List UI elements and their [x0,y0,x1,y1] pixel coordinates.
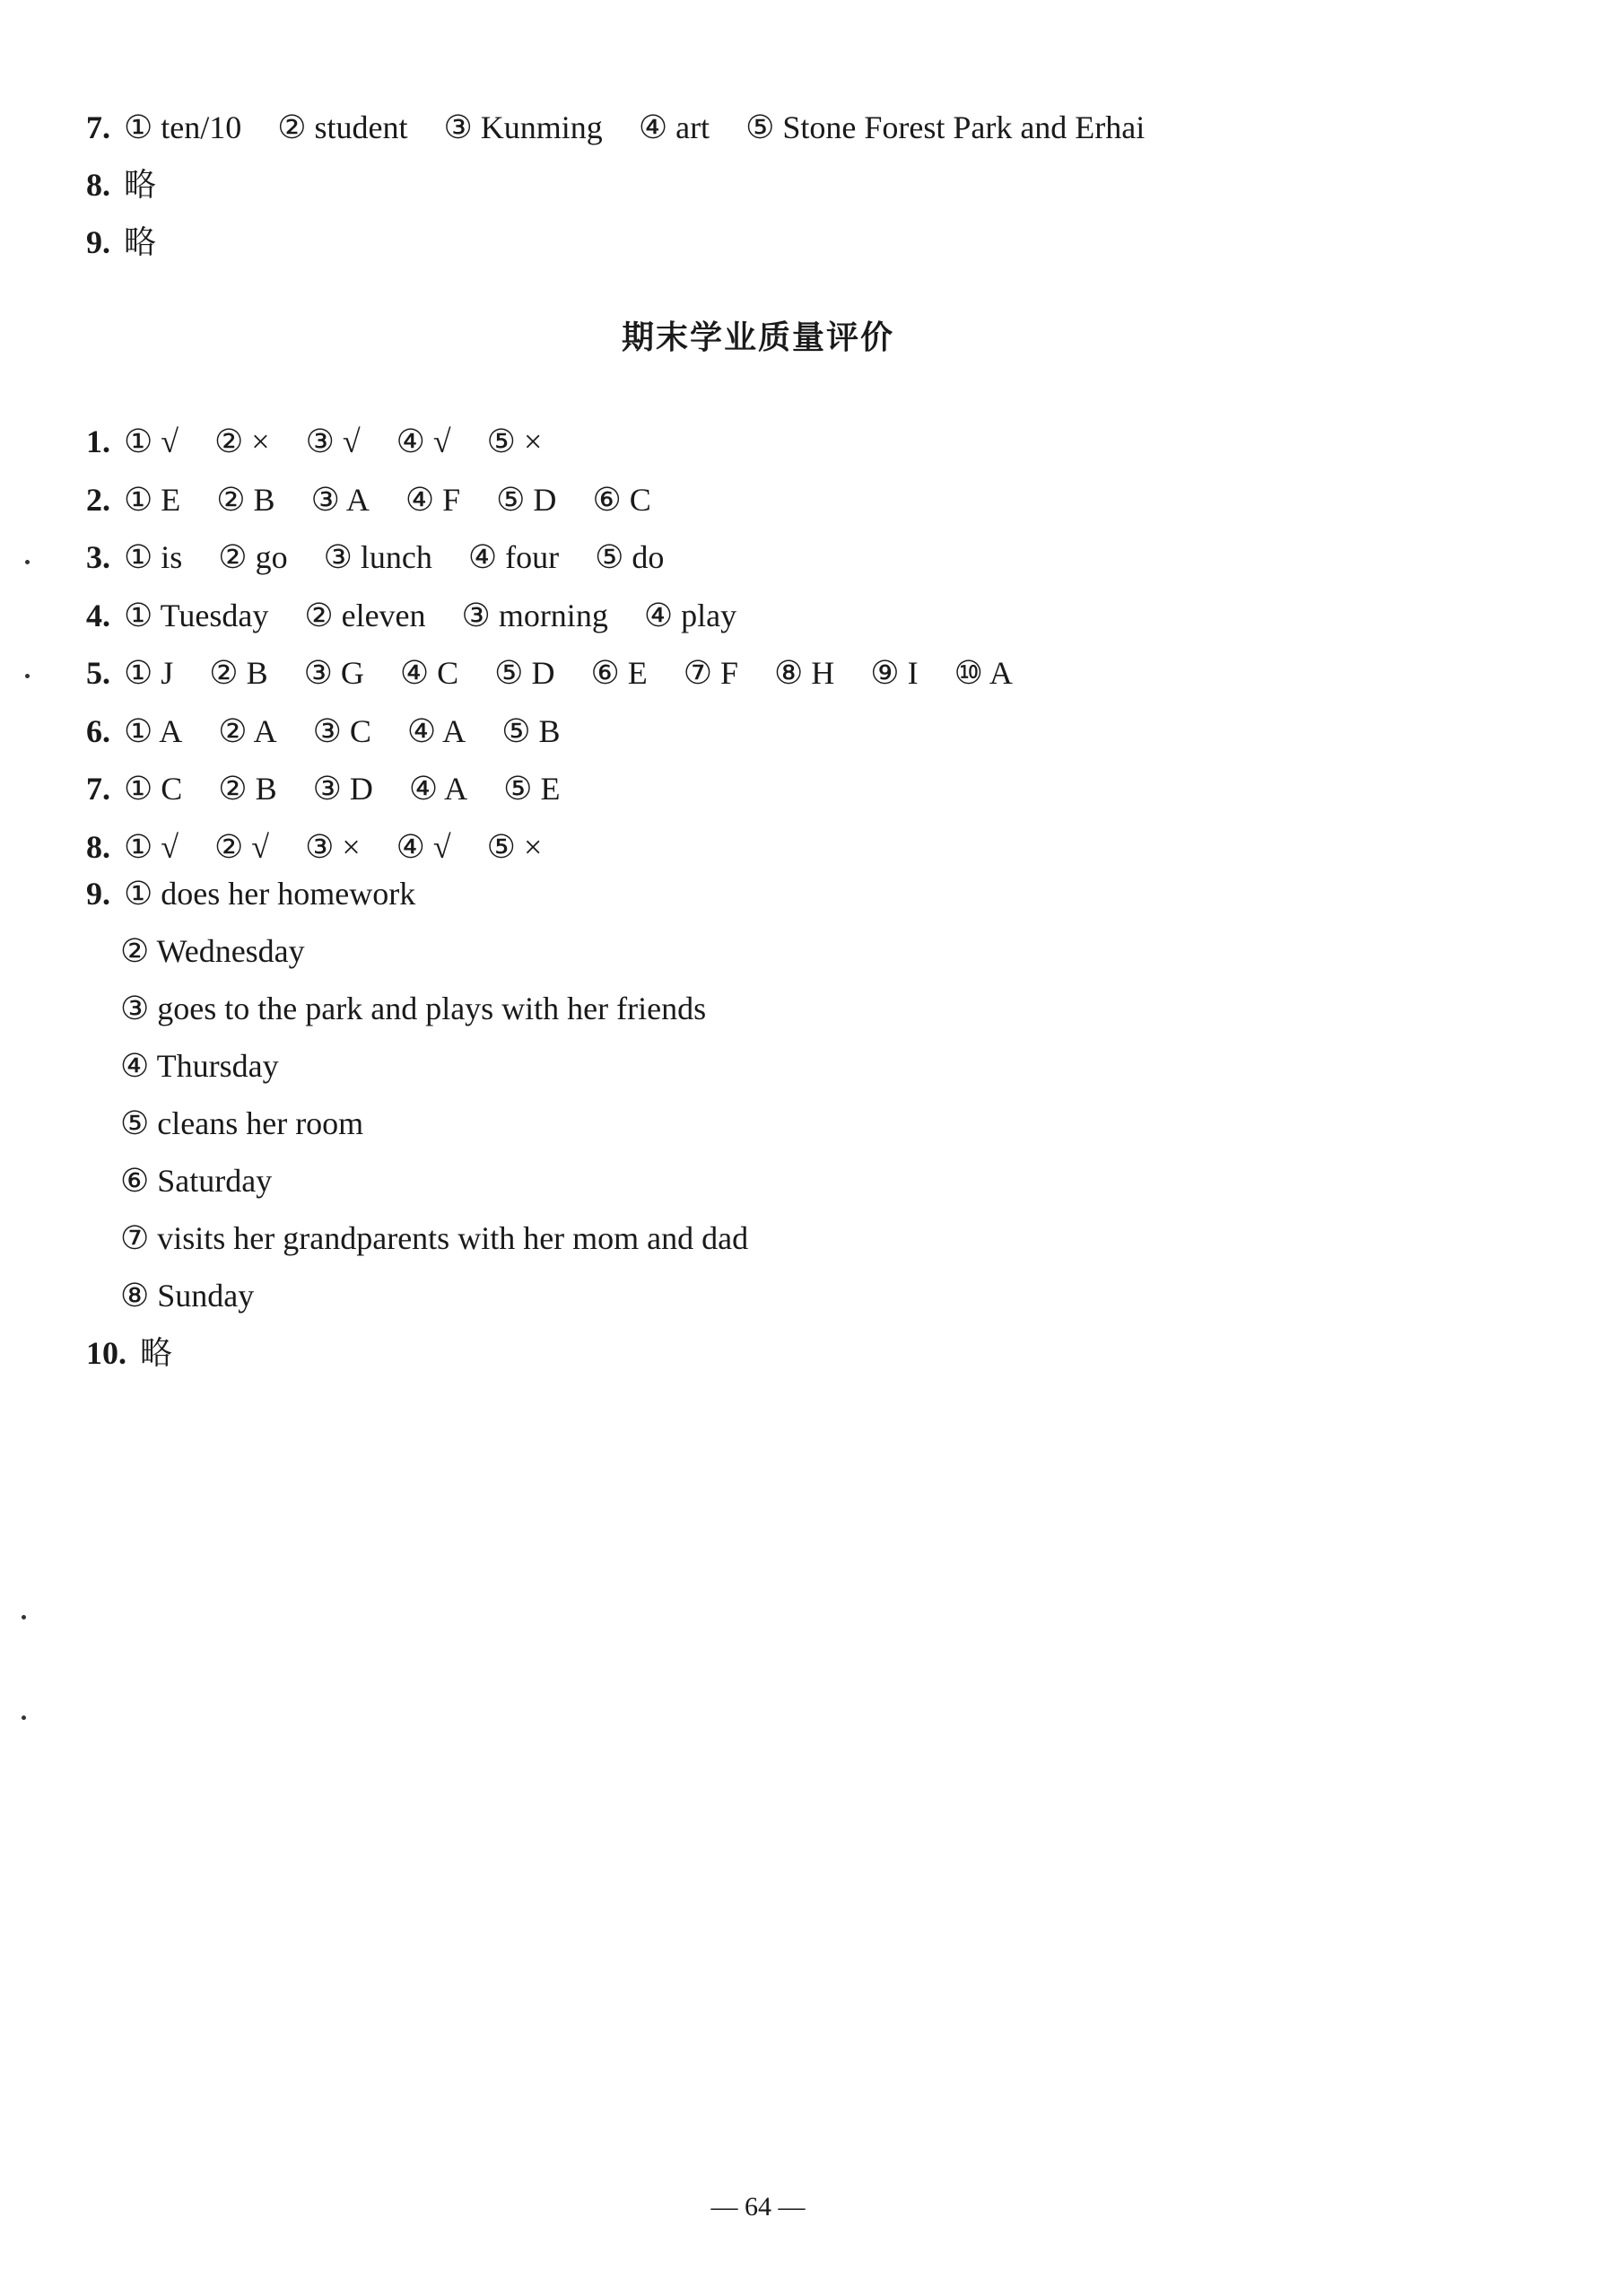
answer-text: 略 [124,167,157,203]
answer-item: ① ten/10 [124,109,242,145]
question-number: 8. [86,829,110,865]
answer-item: ④ art [638,109,710,145]
top-q8-row [86,165,156,205]
answer-item: ④ play [643,598,737,633]
answer-item: ③ morning [461,598,608,633]
answer-item: ⑤ Stone Forest Park and Erhai [745,109,1146,145]
answer-text: 略 [124,224,157,260]
question-row [86,827,542,867]
scan-mark [25,560,30,564]
question-number: 8. [86,167,110,203]
answer-item: ⑤ × [486,829,543,865]
answer-item: ① is [124,539,183,575]
answer-item: ③ √ [305,423,361,459]
answer-text: 略 [140,1335,173,1371]
answer-item: ② go [218,539,288,575]
top-q9-row [86,223,156,262]
answer-item: ⑤ E [503,771,561,807]
scan-mark [25,674,30,678]
answer-item: ① √ [124,423,179,459]
question-row [86,537,664,577]
answer-item: ④ √ [396,423,451,459]
answer-item: ② A [218,713,277,749]
answer-item: ⑤ D [496,482,557,518]
answer-item: ⑥ C [592,482,651,518]
question-row [86,422,542,461]
answer-item: ② eleven [304,598,426,633]
answer-item: ④ C [399,655,459,691]
scan-mark [22,1715,26,1720]
question-number: 10. [86,1335,126,1371]
q9-sub-item: ④ Thursday [120,1048,279,1084]
answer-item: ③ A [310,482,370,518]
answer-item: ③ × [305,829,361,865]
question-row [86,596,736,635]
scan-mark [22,1615,26,1619]
top-q7-row [86,108,1145,147]
question-row [86,480,651,519]
answer-item: ④ four [467,539,560,575]
answer-item: ④ F [405,482,461,518]
question-number: 7. [86,771,110,807]
answer-item: ⑧ H [774,655,835,691]
question-row [86,711,560,751]
answer-item: ② √ [214,829,270,865]
answer-item: ① E [124,482,181,518]
question-number: 4. [86,598,110,633]
question-number: 9. [86,876,110,912]
answer-item: ③ C [312,713,371,749]
answer-item: ② B [218,771,277,807]
answer-item: ① A [124,713,183,749]
answer-item: ⑤ B [501,713,561,749]
section-title: 期末学业质量评价 [621,319,894,356]
answer-item: ① √ [124,829,179,865]
question-number: 1. [86,423,110,459]
question-number: 5. [86,655,110,691]
answer-item: ⑥ E [590,655,648,691]
answer-item: ④ A [408,771,468,807]
answer-item: ④ √ [396,829,451,865]
question-number: 7. [86,109,110,145]
question-number: 2. [86,482,110,518]
q9-sub-item: ② Wednesday [120,933,305,969]
question-number: 9. [86,224,110,260]
answer-item: ③ lunch [323,539,432,575]
answer-item: ① C [124,771,183,807]
answer-item: ② × [214,423,270,459]
answer-item: ⑨ I [870,655,919,691]
q9-sub-item: ⑦ visits her grandparents with her mom and dad [120,1220,749,1256]
q9-sub-item: ⑧ Sunday [120,1278,255,1314]
q9-sub-item: ③ goes to the park and plays with her friends [120,991,707,1026]
answer-item: ① Tuesday [124,598,269,633]
answer-item: ② B [209,655,268,691]
answer-item: ② B [216,482,275,518]
q10-row [86,1333,172,1373]
answer-item: ⑤ × [486,423,543,459]
answer-item: ① does her homework [124,876,416,912]
answer-item: ④ A [406,713,466,749]
answer-item: ③ G [303,655,364,691]
answer-item: ③ Kunming [443,109,603,145]
answer-item: ① J [124,655,174,691]
question-number: 3. [86,539,110,575]
answer-item: ⑩ A [954,655,1013,691]
q9-row [86,874,415,913]
answer-item: ② student [277,109,408,145]
question-row [86,769,560,808]
answer-item: ③ D [312,771,373,807]
answer-item: ⑤ D [494,655,555,691]
answer-item: ⑦ F [683,655,739,691]
page-number: — 64 — [710,2192,806,2222]
q9-sub-item: ⑥ Saturday [120,1163,273,1199]
question-number: 6. [86,713,110,749]
answer-item: ⑤ do [595,539,665,575]
question-row [86,653,1013,693]
q9-sub-item: ⑤ cleans her room [120,1105,364,1141]
